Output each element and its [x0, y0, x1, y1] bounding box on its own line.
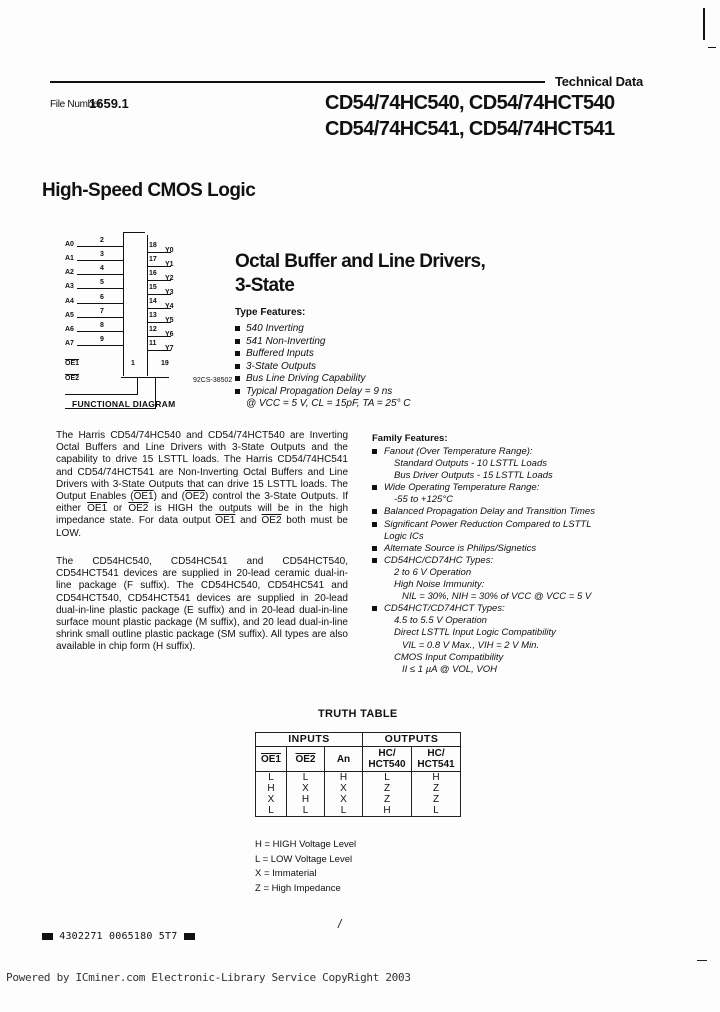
bullet-icon: [235, 339, 240, 344]
list-item-sub: Bus Driver Outputs - 15 LSTTL Loads: [394, 470, 553, 482]
family-features-list: [372, 446, 595, 676]
list-item-sub: 4.5 to 5.5 V Operation: [394, 615, 487, 627]
bullet-icon: [372, 558, 377, 563]
legend-item: L = LOW Voltage Level: [255, 853, 353, 865]
table-cell: Z: [412, 794, 461, 805]
pin-number: 8: [100, 322, 104, 329]
list-item: CD54HCT/CD74HCT Types:: [372, 603, 595, 615]
pin-number: 11: [149, 340, 157, 347]
description-paragraph: The Harris CD54/74HC540 and CD54/74HCT540 are Inverting Octal Buffers and Line Drivers with 3-State Outputs and the capability to drive 15 LSTTL loads. The Harris CD54/74HC541 and CD54/74HCT541 are Non-Inverting Octal Buffers and Line Drivers with 3-State Outputs that can drive 15 LSTTL loads. The Output Enables (OE1) and (OE2) control the 3-State Outputs. If either OE1 or OE2 is HIGH the outputs will be in the high impedance state. For data output OE1 and OE2 both must be LOW.: [56, 430, 349, 539]
bullet-icon: [372, 509, 377, 514]
list-item-sub: Direct LSTTL Input Logic Compatibility: [394, 627, 556, 639]
input-line: [77, 345, 123, 346]
list-item-sub: -55 to +125°C: [394, 494, 453, 506]
input-label: A7: [65, 340, 74, 347]
diagram-line: [123, 244, 124, 376]
input-line: [77, 317, 123, 318]
diagram-line: [147, 235, 148, 376]
table-cell: L: [287, 805, 325, 817]
input-label: A1: [65, 255, 74, 262]
input-label: A5: [65, 312, 74, 319]
table-cell: L: [412, 805, 461, 817]
pin-number: 12: [149, 326, 157, 333]
diagram-caption: FUNCTIONAL DIAGRAM: [72, 399, 176, 409]
description-paragraph: The CD54HC540, CD54HC541 and CD54HCT540, CD54HCT541 devices are supplied in 20-lead ceramic dual-in-line package (F suffix). The CD54HC540, CD54HC541 and CD54HCT540, CD54HCT541 devices are supplied in 20-lead dual-in-line plastic package (E suffix) and in 20-lead dual-in-line surface mount plastic package (M suffix), and 20 lead dual-in-line shrink small outline plastic package (SM suffix). All types are also available in chip form (H suffix).: [56, 556, 348, 653]
pin-number: 6: [100, 294, 104, 301]
table-cell: H: [325, 772, 363, 784]
bullet-icon: [372, 606, 377, 611]
bullet-icon: [235, 389, 240, 394]
output-label: Y1: [165, 261, 174, 268]
list-item-sub: CMOS Input Compatibility: [394, 651, 504, 663]
list-item: CD54HC/CD74HC Types:: [372, 555, 595, 567]
truth-table-title: TRUTH TABLE: [318, 708, 398, 720]
scan-mark: [703, 8, 705, 40]
enable-label: OE2: [65, 375, 80, 382]
input-label: A0: [65, 241, 74, 248]
scan-mark: [708, 47, 716, 48]
output-label: Y6: [165, 331, 174, 338]
bullet-icon: [372, 449, 377, 454]
pin-number: 13: [149, 312, 157, 319]
barcode-block-icon: [184, 933, 195, 940]
table-cell: X: [325, 794, 363, 805]
scan-mark: [697, 960, 707, 961]
pin-number: 17: [149, 256, 157, 263]
table-cell: H: [287, 794, 325, 805]
file-number-value: 1659.1: [89, 96, 129, 111]
list-item-sub: Logic ICs: [384, 530, 424, 542]
barcode-text: 4302271 0065180 5T7: [59, 931, 178, 942]
table-cell: X: [287, 783, 325, 794]
truth-table: [255, 732, 461, 817]
table-cell: H: [412, 772, 461, 784]
product-title-line: 3-State: [235, 275, 295, 296]
table-row: [256, 794, 461, 805]
table-row: [256, 805, 461, 817]
table-cell: L: [363, 772, 412, 784]
list-item-sub: @ VCC = 5 V, CL = 15pF, TA = 25° C: [246, 398, 411, 409]
technical-data-label: Technical Data: [555, 74, 643, 89]
bullet-icon: [372, 546, 377, 551]
table-row: [256, 772, 461, 784]
enable-label: OE1: [65, 360, 80, 367]
input-label: A6: [65, 326, 74, 333]
list-item: 540 Inverting: [235, 323, 411, 336]
type-features-title: Type Features:: [235, 307, 306, 318]
legend-item: H = HIGH Voltage Level: [255, 839, 357, 850]
pin-number: 2: [100, 237, 104, 244]
table-cell: H: [256, 783, 287, 794]
column-header: OE2: [287, 747, 325, 772]
header-rule: [50, 81, 545, 83]
family-features-title: Family Features:: [372, 433, 448, 444]
pin-number: 14: [149, 298, 157, 305]
pin-number: 1: [131, 360, 135, 367]
pin-number: 15: [149, 284, 157, 291]
input-label: A3: [65, 283, 74, 290]
output-label: Y4: [165, 303, 174, 310]
bullet-icon: [235, 326, 240, 331]
list-item-sub: 2 to 6 V Operation: [394, 566, 472, 578]
bullet-icon: [235, 376, 240, 381]
bullet-icon: [372, 485, 377, 490]
product-title: [235, 250, 485, 298]
diagram-line: [121, 377, 169, 378]
diagram-line: [137, 378, 138, 394]
diagram-code: 92CS-38502: [193, 377, 233, 384]
type-features-list: [235, 323, 411, 411]
list-item: Balanced Propagation Delay and Transition Times: [372, 506, 595, 518]
list-item-sub: Standard Outputs - 10 LSTTL Loads: [394, 458, 547, 470]
table-cell: X: [256, 794, 287, 805]
pin-number: 19: [161, 360, 169, 367]
functional-diagram: [65, 232, 245, 402]
pin-number: 16: [149, 270, 157, 277]
list-item-sub: VIL = 0.8 V Max., VIH = 2 V Min.: [402, 639, 540, 651]
table-cell: H: [363, 805, 412, 817]
table-cell: L: [325, 805, 363, 817]
section-title: High-Speed CMOS Logic: [42, 180, 256, 201]
column-header: HC/ HCT541: [412, 747, 461, 772]
output-label: Y5: [165, 317, 174, 324]
column-header: An: [325, 747, 363, 772]
input-line: [77, 274, 123, 275]
diagram-line: [123, 232, 145, 233]
barcode-line: [42, 931, 195, 942]
diagram-line: [65, 394, 138, 395]
input-line: [77, 331, 123, 332]
input-label: A2: [65, 269, 74, 276]
legend-item: X = Immaterial: [255, 868, 317, 879]
pin-number: 7: [100, 308, 104, 315]
list-item: Bus Line Driving Capability: [235, 373, 411, 386]
pin-number: 18: [149, 242, 157, 249]
legend-item: Z = High Impedance: [255, 882, 341, 894]
list-item: Alternate Source is Philips/Signetics: [372, 543, 595, 555]
column-header: OE1: [256, 747, 287, 772]
list-item-sub: NIL = 30%, NIH = 30% of VCC @ VCC = 5 V: [402, 591, 592, 603]
list-item-sub: High Noise Immunity:: [394, 579, 485, 591]
file-number-label: File Number: [50, 99, 102, 110]
output-label: Y3: [165, 289, 174, 296]
truth-table-legend: [255, 838, 356, 896]
list-item: Typical Propagation Delay = 9 ns: [235, 386, 411, 399]
table-cell: L: [287, 772, 325, 784]
list-item: Wide Operating Temperature Range:: [372, 482, 595, 494]
input-line: [77, 288, 123, 289]
input-line: [77, 303, 123, 304]
table-cell: X: [325, 783, 363, 794]
pin-number: 5: [100, 279, 104, 286]
output-label: Y7: [165, 345, 174, 352]
table-row: [256, 783, 461, 794]
pin-number: 9: [100, 336, 104, 343]
input-line: [77, 246, 123, 247]
page-mark: /: [338, 917, 342, 931]
pin-number: 3: [100, 251, 104, 258]
bullet-icon: [235, 351, 240, 356]
bullet-icon: [372, 522, 377, 527]
column-header: HC/ HCT540: [363, 747, 412, 772]
table-cell: Z: [412, 783, 461, 794]
diagram-line: [123, 232, 124, 244]
footer-copyright: Powered by ICminer.com Electronic-Library Service CopyRight 2003: [6, 971, 411, 984]
bullet-icon: [235, 364, 240, 369]
group-header-inputs: INPUTS: [256, 733, 363, 747]
table-cell: L: [256, 772, 287, 784]
input-line: [77, 260, 123, 261]
output-label: Y0: [165, 247, 174, 254]
list-item: Fanout (Over Temperature Range):: [372, 446, 595, 458]
product-title-line: Octal Buffer and Line Drivers,: [235, 251, 486, 272]
output-label: Y2: [165, 275, 174, 282]
table-cell: L: [256, 805, 287, 817]
table-cell: Z: [363, 794, 412, 805]
barcode-block-icon: [42, 933, 53, 940]
pin-number: 4: [100, 265, 104, 272]
list-item: 541 Non-Inverting: [235, 336, 411, 349]
table-cell: Z: [363, 783, 412, 794]
list-item: Significant Power Reduction Compared to LSTTL: [372, 519, 595, 531]
input-label: A4: [65, 298, 74, 305]
part-number-title: CD54/74HC541, CD54/74HCT541: [325, 118, 615, 140]
group-header-outputs: OUTPUTS: [363, 733, 461, 747]
list-item: 3-State Outputs: [235, 361, 411, 374]
list-item-sub: II ≤ 1 µA @ VOL, VOH: [402, 663, 497, 675]
list-item: Buffered Inputs: [235, 348, 411, 361]
part-number-title: CD54/74HC540, CD54/74HCT540: [325, 92, 615, 114]
